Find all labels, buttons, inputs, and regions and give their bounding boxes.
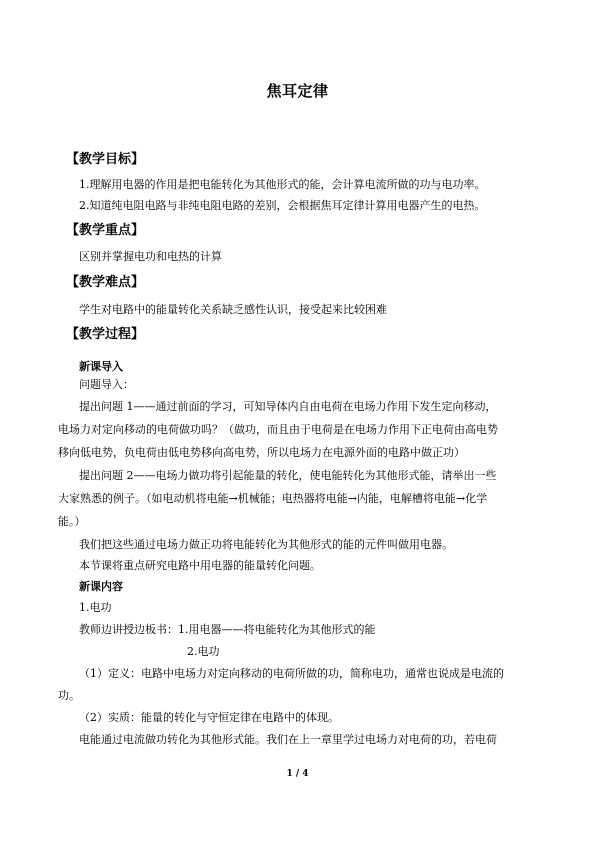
- question-2-line-3: 能。）: [58, 515, 86, 528]
- paragraph-appliance: 我们把这些通过电场力做正功将电能转化为其他形式的能的元件叫做用电器。: [79, 538, 453, 551]
- document-title: 焦耳定律: [266, 82, 329, 100]
- section-heading-key-points: 【教学重点】: [66, 223, 145, 238]
- page-number: 1 / 4: [286, 769, 309, 779]
- section-heading-difficulties: 【教学难点】: [66, 275, 145, 290]
- objective-item-2: 2.知道纯电阻电路与非纯电阻电路的差别，会根据焦耳定律计算用电器产生的电热。: [79, 199, 486, 212]
- question-2-line-2: 大家熟悉的例子。（如电动机将电能→机械能；电热器将电能→内能，电解槽将电能→化学: [58, 492, 488, 505]
- definition-line-2: 功。: [58, 689, 80, 702]
- difficulties-text: 学生对电路中的能量转化关系缺乏感性认识，接受起来比较困难: [79, 303, 387, 316]
- board-line-2: 2.电功: [187, 645, 220, 658]
- section-heading-process: 【教学过程】: [66, 327, 145, 342]
- essence-line: （2）实质：能量的转化与守恒定律在电路中的体现。: [79, 711, 339, 724]
- item-electric-work: 1.电功: [79, 601, 112, 614]
- question-1-line-2: 电场力对定向移动的电荷做功吗？（做功，而且由于电荷是在电场力作用下正电荷由高电势: [58, 423, 498, 436]
- question-2-line-1: 提出问题 2——电场力做功将引起能量的转化，使电能转化为其他形式能，请举出一些: [79, 469, 497, 482]
- question-1-line-1: 提出问题 1——通过前面的学习，可知导体内自由电荷在电场力作用下发生定向移动，: [79, 400, 497, 413]
- content-heading: 新课内容: [79, 580, 123, 593]
- section-heading-objectives: 【教学目标】: [66, 152, 145, 167]
- paragraph-focus: 本节课将重点研究电路中用电器的能量转化问题。: [79, 559, 321, 572]
- intro-label: 问题导入：: [79, 378, 134, 391]
- intro-heading: 新课导入: [79, 360, 123, 373]
- last-line: 电能通过电流做功转化为其他形式能。我们在上一章里学过电场力对电荷的功，若电荷: [79, 733, 497, 746]
- objective-item-1: 1.理解用电器的作用是把电能转化为其他形式的能，会计算电流所做的功与电功率。: [79, 178, 486, 191]
- definition-line-1: （1）定义：电路中电场力对定向移动的电荷所做的功，简称电功，通常也说成是电流的: [79, 667, 504, 680]
- board-line-1: 教师边讲授边板书：1.用电器——将电能转化为其他形式的能: [79, 623, 376, 636]
- key-points-text: 区别并掌握电功和电热的计算: [79, 250, 222, 263]
- question-1-line-3: 移向低电势，负电荷由低电势移向高电势，所以电场力在电源外面的电路中做正功）: [58, 446, 465, 459]
